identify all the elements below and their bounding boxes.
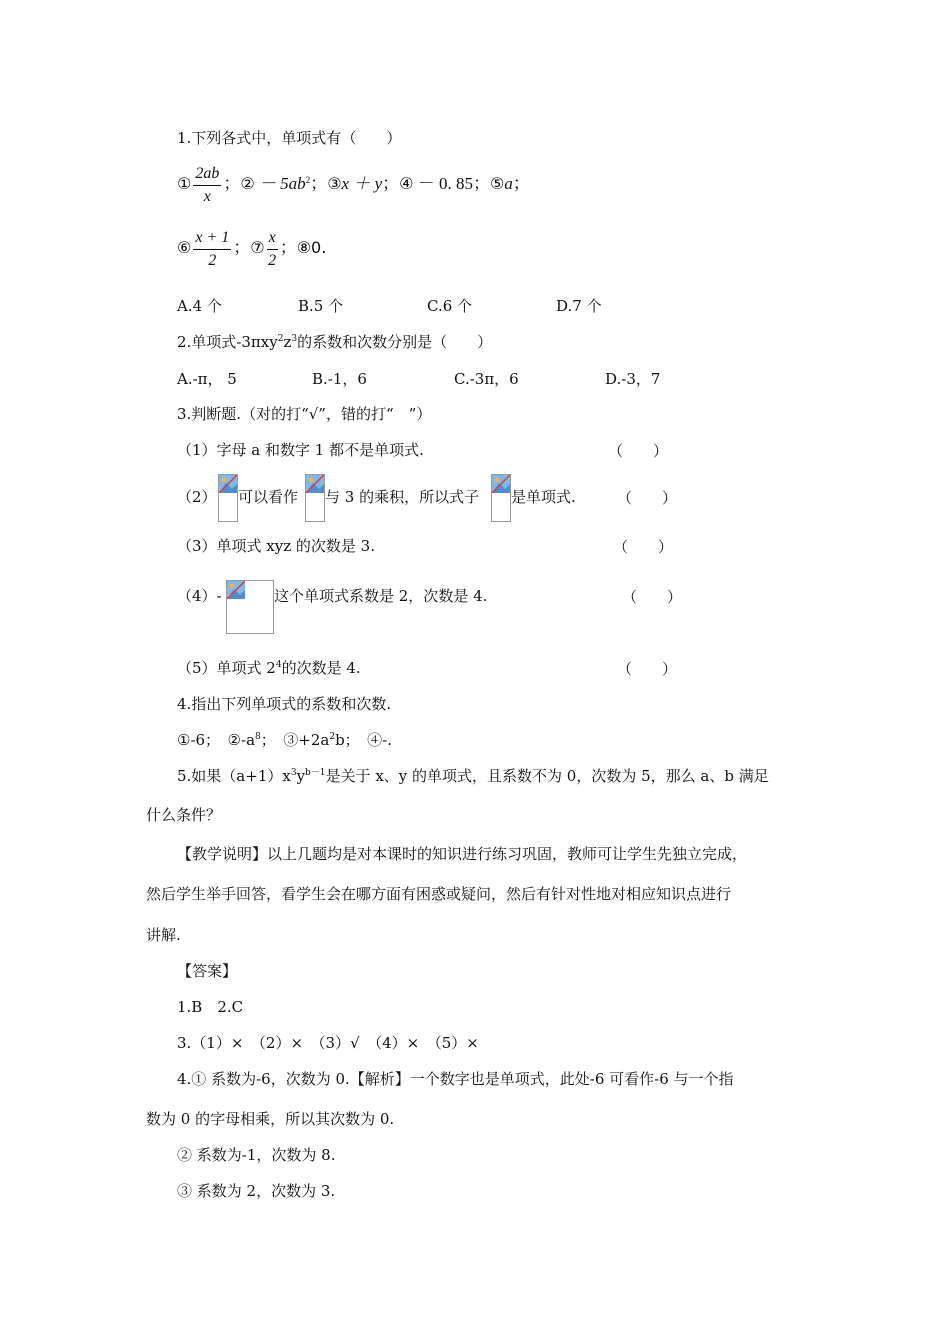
q3-s5-exponent: 4 [275, 660, 282, 670]
image-placeholder-icon [306, 475, 324, 493]
q5-part: 5.如果（a+1）x [177, 767, 291, 785]
formula-image [491, 474, 511, 522]
q4-items-part: ①-6； ②-a [177, 731, 256, 749]
teaching-note-line-3: 讲解. [146, 926, 181, 944]
q1-option-d: D.7 个 [556, 297, 602, 315]
image-placeholder-icon [219, 475, 237, 493]
separator: ； [223, 174, 241, 193]
expr1-denominator: x [203, 187, 211, 205]
q5-line-2: 什么条件？ [146, 806, 222, 824]
q4-items-part: ； ③+2a [260, 731, 330, 749]
expr4-body: － 0. 85 [417, 174, 473, 193]
expr6-numerator: x + 1 [193, 227, 231, 250]
q2-option-c: C.-3π，6 [454, 370, 519, 388]
image-placeholder-icon [227, 581, 245, 599]
q3-answer-blank-2: （ ） [617, 489, 678, 507]
q3-statement-2-text-c: 是单项式. [511, 488, 576, 506]
q4-items [177, 730, 392, 753]
expr1-numerator: 2ab [193, 163, 221, 186]
separator: ； [382, 174, 400, 193]
q5-part: y [296, 767, 306, 785]
q3-statement-4-text: 这个单项式系数是 2，次数是 4. [274, 587, 488, 605]
expr6-fraction [193, 227, 231, 272]
expr1-mark: ① [177, 174, 192, 193]
q4-stem: 4.指出下列单项式的系数和次数. [177, 695, 392, 713]
q3-answer-blank-1: （ ） [608, 442, 669, 460]
q4-items-part: b； ④-. [335, 731, 393, 749]
separator: ； [512, 174, 530, 193]
formula-image [305, 474, 325, 522]
q2-exponent: 3 [291, 334, 298, 344]
q3-statement-5 [177, 658, 361, 681]
expr7-denominator: 2 [268, 251, 277, 269]
expr7-fraction [267, 227, 278, 272]
expr3-mark: ③ [327, 174, 342, 193]
expr8: ⑧0. [296, 238, 327, 257]
q3-stem: 3.判断题.（对的打“√”，错的打“ ”） [177, 405, 432, 423]
expr2-exponent: 2 [305, 175, 311, 185]
q1-expressions-row2 [177, 224, 326, 272]
q1-expressions-row1 [177, 160, 530, 208]
q5-line-1 [177, 766, 769, 789]
expr3-body: x ＋ y [341, 174, 383, 193]
q2-stem-part: 的系数和次数分别是（ ） [297, 333, 493, 351]
answers-q4-item-3: ③ 系数为 2，次数为 3. [177, 1182, 336, 1200]
expr5-body: a [504, 174, 513, 193]
expr7-mark: ⑦ [250, 238, 265, 257]
q2-stem-part: 2.单项式-3πxy [177, 333, 278, 351]
q3-answer-blank-3: （ ） [613, 538, 674, 556]
q2-stem-part: z [283, 333, 292, 351]
q3-statement-2-text-b: 与 3 的乘积，所以式子 [325, 488, 480, 506]
q3-s5-part: （5）单项式 2 [177, 659, 276, 677]
expr2-body: － 5ab [258, 174, 306, 193]
q3-statement-2-text-a: 可以看作 [238, 488, 299, 506]
q2-option-b: B.-1，6 [312, 370, 367, 388]
expr4-mark: ④ [399, 174, 414, 193]
q5-exponent: b－1 [305, 768, 326, 778]
q5-exponent: 3 [290, 768, 297, 778]
q1-stem: 1.下列各式中，单项式有（ ） [177, 129, 402, 147]
expr1-fraction [193, 163, 221, 208]
q5-part: 是关于 x、y 的单项式，且系数不为 0，次数为 5，那么 a、b 满足 [325, 767, 769, 785]
q4-exponent: 8 [255, 732, 261, 742]
expr6-denominator: 2 [208, 251, 217, 269]
q3-statement-4-prefix: （4）- [177, 587, 222, 605]
answers-q1-q2: 1.B 2.C [177, 998, 244, 1016]
q4-exponent: 2 [329, 732, 336, 742]
answers-q4-line-1: 4.① 系数为-6，次数为 0.【解析】一个数字也是单项式，此处-6 可看作-6 与一个指 [177, 1070, 734, 1088]
answers-title: 【答案】 [177, 962, 238, 980]
separator: ； [233, 238, 251, 257]
formula-image [226, 580, 274, 634]
separator: ； [279, 238, 297, 257]
q2-option-d: D.-3，7 [605, 370, 661, 388]
expr7-numerator: x [267, 227, 278, 250]
separator: ； [310, 174, 328, 193]
q1-option-c: C.6 个 [427, 297, 473, 315]
q1-option-a: A.4 个 [177, 297, 222, 315]
expr2-mark: ② [240, 174, 255, 193]
q2-exponent: 2 [277, 334, 284, 344]
q3-answer-blank-4: （ ） [622, 588, 683, 606]
image-placeholder-icon [492, 475, 510, 493]
formula-image [218, 474, 238, 522]
separator: ； [472, 174, 490, 193]
answers-q4-line-2: 数为 0 的字母相乘，所以其次数为 0. [146, 1110, 395, 1128]
q1-option-b: B.5 个 [298, 297, 344, 315]
teaching-note-line-1: 【教学说明】以上几题均是对本课时的知识进行练习巩固，教师可让学生先独立完成， [177, 845, 748, 863]
answers-q3: 3.（1）× （2）× （3）√ （4）× （5）× [177, 1034, 479, 1052]
answers-q4-item-2: ② 系数为-1，次数为 8. [177, 1146, 336, 1164]
q3-s5-part: 的次数是 4. [281, 659, 361, 677]
q3-statement-3: （3）单项式 xyz 的次数是 3. [177, 537, 375, 555]
q2-stem [177, 332, 492, 355]
q3-statement-1: （1）字母 a 和数字 1 都不是单项式. [177, 441, 424, 459]
q2-option-a: A.-π， 5 [177, 370, 237, 388]
teaching-note-line-2: 然后学生举手回答，看学生会在哪方面有困惑或疑问，然后有针对性地对相应知识点进行 [146, 885, 732, 903]
expr5-mark: ⑤ [489, 174, 505, 193]
q3-statement-2-prefix: （2） [177, 488, 217, 506]
q3-answer-blank-5: （ ） [617, 660, 678, 678]
expr6-mark: ⑥ [177, 238, 192, 257]
